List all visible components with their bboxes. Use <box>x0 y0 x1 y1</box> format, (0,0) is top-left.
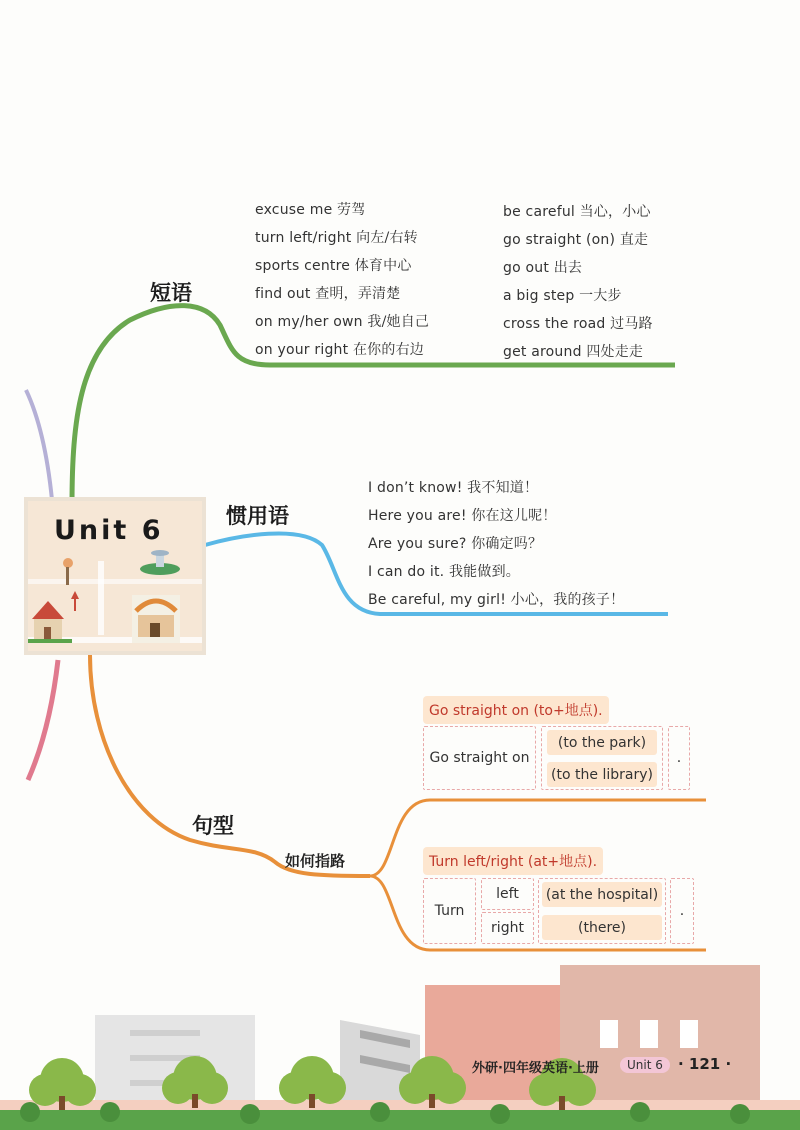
footer-publisher: 外研·四年级英语·上册 <box>472 1061 599 1076</box>
phrase-item: find out 查明，弄清楚 <box>255 286 401 302</box>
phrase-item: be careful 当心，小心 <box>503 204 651 220</box>
pattern-2-end: . <box>670 878 694 944</box>
pattern-1-option: (to the park) <box>547 730 657 755</box>
sentences-subtitle: 如何指路 <box>285 852 346 870</box>
sentences-branch-line <box>90 655 370 876</box>
phrase-item: turn left/right 向左/右转 <box>255 230 418 246</box>
phrases-branch-line <box>72 306 675 505</box>
phrase-item: sports centre 体育中心 <box>255 258 412 274</box>
unit-map-illustration <box>28 501 202 651</box>
expressions-branch-title: 惯用语 <box>226 504 289 528</box>
footer-street-illustration <box>0 960 800 1130</box>
pattern-2-option: (at the hospital) <box>542 882 662 907</box>
phrases-branch-title: 短语 <box>150 281 192 305</box>
pattern-2-label: Turn left/right (at+地点). <box>423 847 603 875</box>
phrase-item: on your right 在你的右边 <box>255 342 424 358</box>
phrase-item: cross the road 过马路 <box>503 316 653 332</box>
pattern-1-option: (to the library) <box>547 762 657 787</box>
phrase-item: go out 出去 <box>503 260 583 276</box>
pattern-1-head: Go straight on <box>423 726 536 790</box>
expression-item: Be careful, my girl! 小心，我的孩子！ <box>368 592 625 608</box>
expression-item: Here you are! 你在这儿呢！ <box>368 508 557 524</box>
expression-item: Are you sure? 你确定吗？ <box>368 536 543 552</box>
unit-card <box>24 497 206 655</box>
unit-title: Unit 6 <box>54 515 164 546</box>
pattern-1-end: . <box>668 726 690 790</box>
pattern-1-label: Go straight on (to+地点). <box>423 696 609 724</box>
phrase-item: on my/her own 我/她自己 <box>255 314 430 330</box>
expression-item: I can do it. 我能做到。 <box>368 564 520 580</box>
pattern-2-head: Turn <box>423 878 476 944</box>
page-number: · 121 · <box>678 1055 732 1073</box>
phrase-item: get around 四处走走 <box>503 344 644 360</box>
pattern-2-option: (there) <box>542 915 662 940</box>
phrase-item: go straight (on) 直走 <box>503 232 649 248</box>
pattern-2-direction: left <box>481 878 534 910</box>
phrase-item: excuse me 劳驾 <box>255 202 366 218</box>
sentences-branch-title: 句型 <box>192 814 234 838</box>
purple-branch-stub <box>26 390 52 500</box>
expression-item: I don’t know! 我不知道！ <box>368 480 539 496</box>
pattern-2-direction: right <box>481 912 534 944</box>
pink-branch-stub <box>28 660 58 780</box>
footer-unit-badge: Unit 6 <box>620 1057 670 1073</box>
phrase-item: a big step 一大步 <box>503 288 622 304</box>
